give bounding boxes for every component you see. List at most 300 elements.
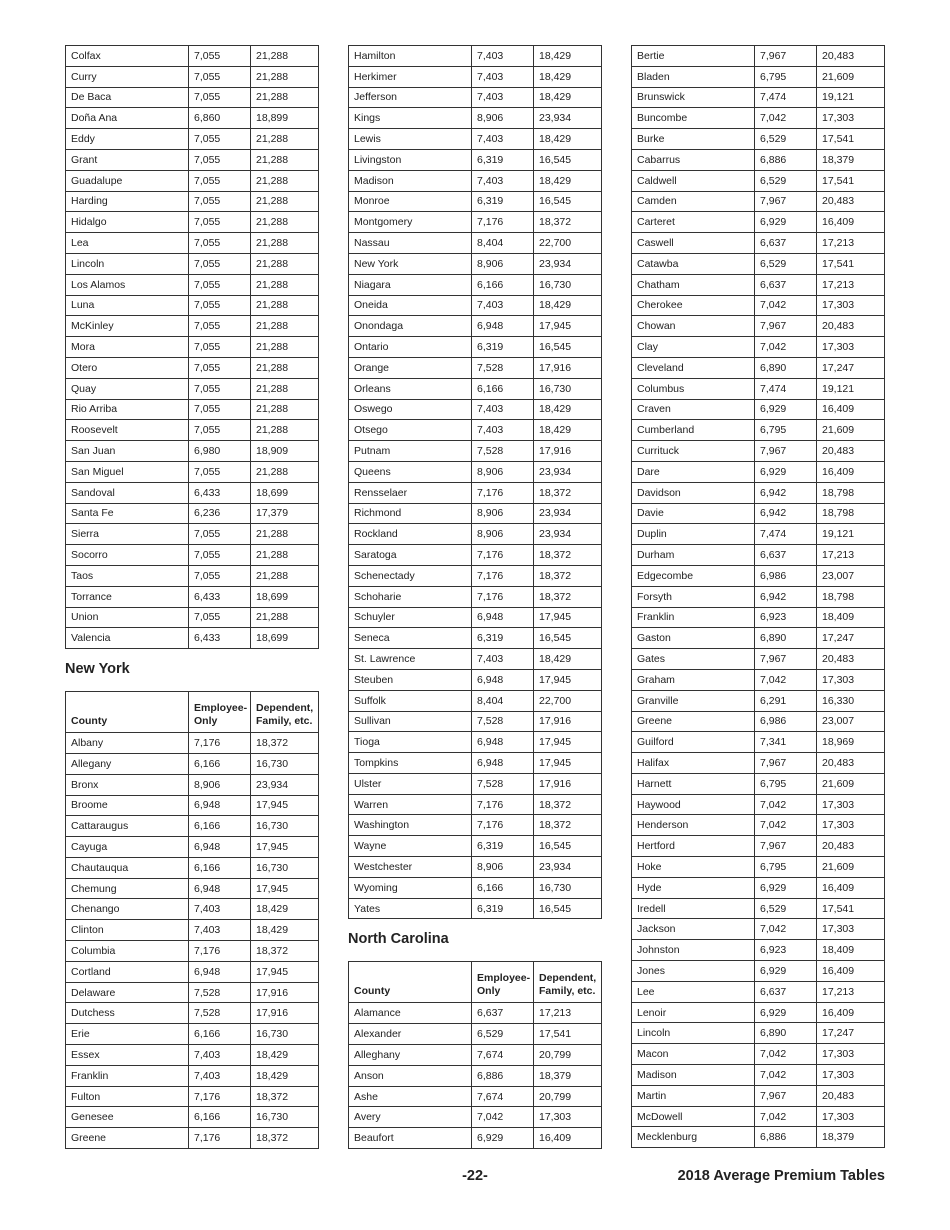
table-row (632, 981, 885, 1002)
employee-only-cell: 6,529 (472, 1024, 534, 1045)
employee-only-cell: 7,042 (755, 295, 817, 316)
county-cell: Rensselaer (349, 482, 472, 503)
table-row (632, 919, 885, 940)
dependent-family-cell: 16,409 (817, 1002, 885, 1023)
table-row (632, 1044, 885, 1065)
county-cell: Nassau (349, 233, 472, 254)
employee-only-cell: 7,176 (189, 941, 251, 962)
table-row (632, 753, 885, 774)
employee-only-cell: 6,637 (755, 274, 817, 295)
county-cell: Schenectady (349, 565, 472, 586)
dependent-family-cell: 21,288 (251, 191, 319, 212)
dependent-family-cell: 17,247 (817, 628, 885, 649)
table-row (66, 586, 319, 607)
county-cell: Columbia (66, 941, 189, 962)
dependent-family-cell: 21,288 (251, 87, 319, 108)
county-cell: Duplin (632, 524, 755, 545)
dependent-family-cell: 17,945 (534, 669, 602, 690)
dependent-family-cell: 21,288 (251, 399, 319, 420)
dependent-family-cell: 21,288 (251, 565, 319, 586)
table-row (632, 690, 885, 711)
employee-only-cell: 7,176 (189, 733, 251, 754)
employee-only-cell: 7,055 (189, 378, 251, 399)
dependent-family-cell: 17,303 (817, 295, 885, 316)
table-row (66, 607, 319, 628)
employee-only-cell: 6,923 (755, 607, 817, 628)
table-row (632, 316, 885, 337)
dependent-family-cell: 21,288 (251, 253, 319, 274)
table-row (66, 129, 319, 150)
employee-only-cell: 6,433 (189, 482, 251, 503)
table-row (66, 982, 319, 1003)
table-row (349, 66, 602, 87)
employee-only-cell: 6,929 (755, 877, 817, 898)
table-row (349, 1128, 602, 1149)
employee-only-cell: 6,929 (755, 212, 817, 233)
dependent-family-cell: 21,288 (251, 66, 319, 87)
table-row (66, 524, 319, 545)
county-cell: Suffolk (349, 690, 472, 711)
dependent-family-cell: 17,916 (251, 982, 319, 1003)
table-row (66, 878, 319, 899)
employee-only-cell: 7,967 (755, 1085, 817, 1106)
dependent-family-cell: 18,429 (251, 899, 319, 920)
employee-only-cell: 7,055 (189, 233, 251, 254)
employee-only-cell: 6,942 (755, 586, 817, 607)
employee-only-cell: 7,042 (755, 669, 817, 690)
county-cell: Kings (349, 108, 472, 129)
table-row (632, 711, 885, 732)
table-row (66, 441, 319, 462)
county-cell: Chautauqua (66, 857, 189, 878)
county-cell: Wayne (349, 836, 472, 857)
table-row (66, 1024, 319, 1045)
employee-only-cell: 8,404 (472, 690, 534, 711)
table-row (66, 1065, 319, 1086)
employee-only-cell: 6,795 (755, 66, 817, 87)
table-row (632, 836, 885, 857)
employee-only-cell: 6,948 (472, 732, 534, 753)
table-row (632, 961, 885, 982)
table-row (66, 149, 319, 170)
employee-only-cell: 7,403 (189, 920, 251, 941)
table-row (349, 170, 602, 191)
dependent-family-cell: 23,934 (534, 461, 602, 482)
table-row (632, 586, 885, 607)
table-row (349, 711, 602, 732)
dependent-family-cell: 21,288 (251, 524, 319, 545)
county-cell: Washington (349, 815, 472, 836)
employee-only-cell: 7,403 (472, 295, 534, 316)
employee-only-cell: 7,042 (755, 919, 817, 940)
county-cell: Bladen (632, 66, 755, 87)
premium-table (65, 45, 319, 649)
dependent-family-cell: 23,007 (817, 565, 885, 586)
table-row (66, 399, 319, 420)
dependent-family-cell: 21,288 (251, 274, 319, 295)
county-cell: Union (66, 607, 189, 628)
employee-only-cell: 6,929 (472, 1128, 534, 1149)
dependent-family-cell: 18,429 (534, 87, 602, 108)
employee-only-cell: 7,403 (472, 649, 534, 670)
county-cell: Camden (632, 191, 755, 212)
dependent-family-cell: 18,379 (534, 1065, 602, 1086)
county-cell: Davidson (632, 482, 755, 503)
employee-only-cell: 7,055 (189, 66, 251, 87)
county-cell: Cabarrus (632, 149, 755, 170)
table-row (632, 46, 885, 67)
county-cell: Onondaga (349, 316, 472, 337)
employee-only-cell: 7,042 (472, 1107, 534, 1128)
dependent-family-cell: 21,609 (817, 773, 885, 794)
county-cell: Torrance (66, 586, 189, 607)
dependent-family-cell: 18,372 (534, 482, 602, 503)
employee-only-cell: 6,890 (755, 357, 817, 378)
county-cell: Lea (66, 233, 189, 254)
employee-only-cell: 6,166 (189, 857, 251, 878)
employee-only-cell: 7,403 (472, 66, 534, 87)
dependent-family-cell: 18,429 (534, 129, 602, 150)
dependent-family-cell: 17,379 (251, 503, 319, 524)
employee-only-cell: 7,055 (189, 129, 251, 150)
table-header-row (349, 962, 602, 1003)
county-cell: Chenango (66, 899, 189, 920)
employee-only-cell: 7,055 (189, 253, 251, 274)
employee-only-cell: 6,929 (755, 461, 817, 482)
employee-only-cell: 7,055 (189, 607, 251, 628)
dependent-family-cell: 18,372 (534, 565, 602, 586)
county-cell: Burke (632, 129, 755, 150)
county-cell: Macon (632, 1044, 755, 1065)
county-cell: Columbus (632, 378, 755, 399)
table-row (632, 503, 885, 524)
employee-only-cell: 6,319 (472, 628, 534, 649)
employee-only-cell: 7,042 (755, 1065, 817, 1086)
employee-only-cell: 7,055 (189, 149, 251, 170)
table-row (349, 87, 602, 108)
employee-only-cell: 7,528 (472, 441, 534, 462)
dependent-family-cell: 18,429 (534, 46, 602, 67)
county-cell: Greene (632, 711, 755, 732)
employee-only-cell: 7,528 (189, 1003, 251, 1024)
dependent-family-cell: 16,409 (817, 877, 885, 898)
employee-only-cell: 6,886 (755, 149, 817, 170)
county-cell: Guilford (632, 732, 755, 753)
county-cell: Sierra (66, 524, 189, 545)
county-cell: Jones (632, 961, 755, 982)
employee-only-cell: 7,967 (755, 316, 817, 337)
county-cell: Tioga (349, 732, 472, 753)
table-row (66, 295, 319, 316)
employee-only-cell: 6,886 (755, 1127, 817, 1148)
dependent-family-cell: 18,379 (817, 149, 885, 170)
employee-only-cell: 7,042 (755, 794, 817, 815)
employee-only-cell: 7,055 (189, 565, 251, 586)
county-cell: San Juan (66, 441, 189, 462)
dependent-family-cell: 17,303 (817, 1106, 885, 1127)
county-cell: Franklin (66, 1065, 189, 1086)
table-row (632, 253, 885, 274)
dependent-family-cell: 17,303 (817, 669, 885, 690)
dependent-family-cell: 16,730 (251, 816, 319, 837)
table-row (349, 482, 602, 503)
employee-only-cell: 7,967 (755, 753, 817, 774)
dependent-family-cell: 20,483 (817, 1085, 885, 1106)
county-cell: Anson (349, 1065, 472, 1086)
employee-only-cell: 6,929 (755, 961, 817, 982)
table-row (632, 441, 885, 462)
employee-only-cell: 6,529 (755, 170, 817, 191)
employee-only-cell: 6,291 (755, 690, 817, 711)
dependent-family-cell: 17,945 (251, 961, 319, 982)
county-cell: Richmond (349, 503, 472, 524)
county-cell: Guadalupe (66, 170, 189, 191)
table-row (632, 233, 885, 254)
dependent-family-cell: 17,213 (817, 233, 885, 254)
dependent-family-cell: 16,545 (534, 337, 602, 358)
table-row (632, 773, 885, 794)
county-cell: Iredell (632, 898, 755, 919)
employee-only-cell: 6,948 (472, 669, 534, 690)
county-cell: Caldwell (632, 170, 755, 191)
dependent-family-cell: 16,545 (534, 149, 602, 170)
employee-only-cell: 6,166 (189, 1107, 251, 1128)
dependent-family-cell: 20,483 (817, 316, 885, 337)
dependent-family-cell: 21,609 (817, 66, 885, 87)
table-row (632, 378, 885, 399)
dependent-family-cell: 21,288 (251, 316, 319, 337)
table-row (66, 337, 319, 358)
dependent-family-cell: 20,799 (534, 1045, 602, 1066)
employee-only-cell: 6,948 (472, 753, 534, 774)
dependent-family-cell: 16,409 (817, 961, 885, 982)
dependent-family-cell: 18,429 (534, 66, 602, 87)
dependent-family-cell: 18,429 (534, 295, 602, 316)
employee-only-cell: 7,341 (755, 732, 817, 753)
dependent-family-cell: 17,945 (251, 795, 319, 816)
table-row (632, 669, 885, 690)
county-cell: Mora (66, 337, 189, 358)
county-cell: Sandoval (66, 482, 189, 503)
table-row (632, 524, 885, 545)
table-row (632, 1023, 885, 1044)
employee-only-cell: 7,176 (472, 565, 534, 586)
county-cell: Craven (632, 399, 755, 420)
table-row (349, 565, 602, 586)
dependent-family-cell: 17,303 (817, 815, 885, 836)
dependent-family-cell: 17,916 (534, 357, 602, 378)
employee-only-cell: 7,403 (472, 129, 534, 150)
county-cell: Broome (66, 795, 189, 816)
employee-only-cell: 7,403 (472, 46, 534, 67)
dependent-family-cell: 18,379 (817, 1127, 885, 1148)
dependent-family-cell: 16,730 (251, 1024, 319, 1045)
county-cell: Grant (66, 149, 189, 170)
column-2 (348, 45, 602, 1149)
dependent-family-cell: 18,372 (251, 733, 319, 754)
employee-only-cell: 8,906 (472, 503, 534, 524)
table-row (632, 815, 885, 836)
county-cell: Chowan (632, 316, 755, 337)
county-cell: Sullivan (349, 711, 472, 732)
employee-only-cell: 7,474 (755, 87, 817, 108)
dependent-family-cell: 16,545 (534, 191, 602, 212)
county-cell: Madison (349, 170, 472, 191)
dependent-family-cell: 17,541 (817, 253, 885, 274)
employee-only-cell: 6,166 (472, 877, 534, 898)
county-cell: Cherokee (632, 295, 755, 316)
employee-only-cell: 6,166 (189, 816, 251, 837)
employee-only-cell: 6,929 (755, 399, 817, 420)
county-cell: Forsyth (632, 586, 755, 607)
county-cell: Catawba (632, 253, 755, 274)
header-employee-only: Employee-Only (189, 692, 251, 733)
dependent-family-cell: 17,541 (817, 129, 885, 150)
county-cell: Edgecombe (632, 565, 755, 586)
table-row (349, 108, 602, 129)
dependent-family-cell: 17,541 (534, 1024, 602, 1045)
table-row (66, 1003, 319, 1024)
county-cell: Madison (632, 1065, 755, 1086)
county-cell: San Miguel (66, 461, 189, 482)
dependent-family-cell: 18,372 (251, 1128, 319, 1149)
employee-only-cell: 6,948 (189, 961, 251, 982)
dependent-family-cell: 20,483 (817, 836, 885, 857)
dependent-family-cell: 16,730 (251, 857, 319, 878)
dependent-family-cell: 17,303 (817, 1065, 885, 1086)
employee-only-cell: 6,929 (755, 1002, 817, 1023)
table-row (632, 628, 885, 649)
dependent-family-cell: 20,483 (817, 753, 885, 774)
dependent-family-cell: 17,916 (534, 773, 602, 794)
table-row (66, 316, 319, 337)
dependent-family-cell: 21,288 (251, 295, 319, 316)
table-row (66, 191, 319, 212)
county-cell: Caswell (632, 233, 755, 254)
employee-only-cell: 7,042 (755, 1044, 817, 1065)
county-cell: Gates (632, 649, 755, 670)
dependent-family-cell: 18,429 (251, 1045, 319, 1066)
table-row (632, 399, 885, 420)
table-row (66, 857, 319, 878)
employee-only-cell: 6,637 (755, 545, 817, 566)
dependent-family-cell: 23,934 (534, 108, 602, 129)
table-row (632, 461, 885, 482)
dependent-family-cell: 16,409 (817, 461, 885, 482)
employee-only-cell: 7,176 (189, 1086, 251, 1107)
employee-only-cell: 7,967 (755, 441, 817, 462)
table-row (66, 233, 319, 254)
dependent-family-cell: 19,121 (817, 87, 885, 108)
employee-only-cell: 7,176 (472, 794, 534, 815)
dependent-family-cell: 17,213 (817, 545, 885, 566)
dependent-family-cell: 16,409 (817, 212, 885, 233)
county-cell: Henderson (632, 815, 755, 836)
county-cell: Brunswick (632, 87, 755, 108)
table-row (349, 607, 602, 628)
employee-only-cell: 8,906 (472, 253, 534, 274)
table-row (632, 1106, 885, 1127)
county-cell: De Baca (66, 87, 189, 108)
county-cell: Oneida (349, 295, 472, 316)
dependent-family-cell: 17,213 (817, 274, 885, 295)
county-cell: Hertford (632, 836, 755, 857)
table-row (66, 357, 319, 378)
table-row (66, 774, 319, 795)
premium-table (65, 691, 319, 1149)
table-row (349, 773, 602, 794)
employee-only-cell: 7,474 (755, 524, 817, 545)
employee-only-cell: 7,674 (472, 1045, 534, 1066)
dependent-family-cell: 18,429 (251, 1065, 319, 1086)
employee-only-cell: 6,319 (472, 149, 534, 170)
table-row (349, 337, 602, 358)
county-cell: Saratoga (349, 545, 472, 566)
header-county: County (349, 962, 472, 1003)
employee-only-cell: 7,967 (755, 191, 817, 212)
header-county: County (66, 692, 189, 733)
employee-only-cell: 6,948 (189, 795, 251, 816)
dependent-family-cell: 21,288 (251, 149, 319, 170)
county-cell: Harnett (632, 773, 755, 794)
employee-only-cell: 7,055 (189, 357, 251, 378)
dependent-family-cell: 18,372 (534, 815, 602, 836)
table-row (632, 545, 885, 566)
county-cell: Currituck (632, 441, 755, 462)
employee-only-cell: 7,403 (189, 899, 251, 920)
employee-only-cell: 6,948 (189, 837, 251, 858)
county-cell: Alleghany (349, 1045, 472, 1066)
table-row (349, 274, 602, 295)
table-row (349, 836, 602, 857)
employee-only-cell: 7,176 (472, 545, 534, 566)
county-cell: Valencia (66, 628, 189, 649)
employee-only-cell: 7,055 (189, 191, 251, 212)
county-cell: Lee (632, 981, 755, 1002)
county-cell: Dare (632, 461, 755, 482)
table-row (632, 565, 885, 586)
table-row (66, 46, 319, 67)
employee-only-cell: 6,637 (755, 981, 817, 1002)
dependent-family-cell: 17,247 (817, 1023, 885, 1044)
dependent-family-cell: 18,699 (251, 586, 319, 607)
dependent-family-cell: 16,730 (251, 753, 319, 774)
county-cell: Lewis (349, 129, 472, 150)
table-row (66, 87, 319, 108)
dependent-family-cell: 23,934 (534, 524, 602, 545)
employee-only-cell: 7,055 (189, 46, 251, 67)
county-cell: Beaufort (349, 1128, 472, 1149)
county-cell: Taos (66, 565, 189, 586)
employee-only-cell: 7,528 (472, 773, 534, 794)
county-cell: Hoke (632, 857, 755, 878)
employee-only-cell: 7,055 (189, 274, 251, 295)
table-row (349, 191, 602, 212)
table-row (349, 877, 602, 898)
employee-only-cell: 7,403 (472, 170, 534, 191)
county-cell: Cayuga (66, 837, 189, 858)
table-row (632, 129, 885, 150)
county-cell: Lenoir (632, 1002, 755, 1023)
county-cell: Schuyler (349, 607, 472, 628)
column-3 (631, 45, 885, 1148)
table-row (349, 441, 602, 462)
county-cell: Steuben (349, 669, 472, 690)
dependent-family-cell: 16,730 (534, 877, 602, 898)
county-cell: Putnam (349, 441, 472, 462)
dependent-family-cell: 18,429 (534, 170, 602, 191)
table-row (349, 815, 602, 836)
